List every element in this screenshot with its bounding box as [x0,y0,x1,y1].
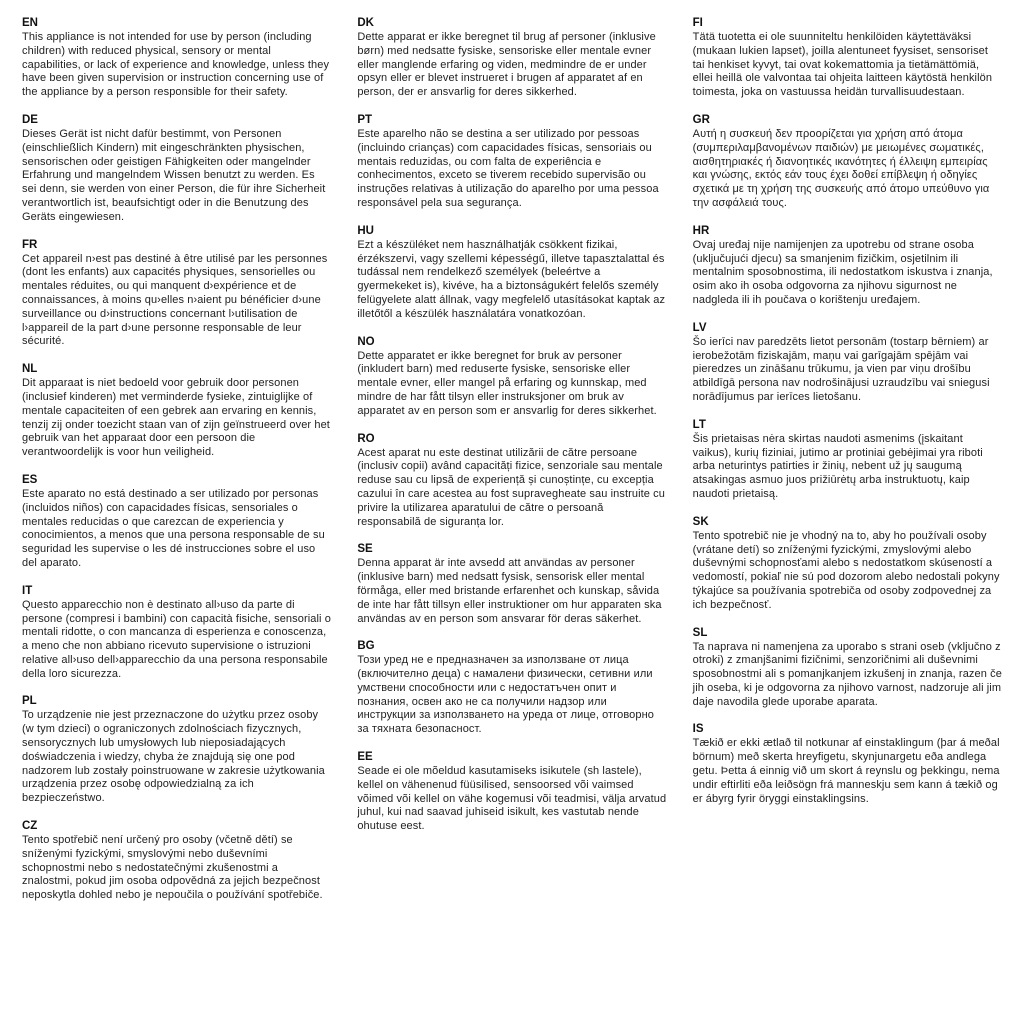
language-text: Seade ei ole mõeldud kasutamiseks isikutele (sh lastele), kellel on vähenenud füüsilised, sensoorsed või vaimsed võimed või kellel on vähe kogemusi või teadmisi, välja arvatud juhul, kui nad saavad juhiseid isikult, kes vastutab nende ohutuse eest. [357,765,667,833]
language-section-de [22,113,331,225]
language-text: Šo ierīci nav paredzēts lietot personām (tostarp bērniem) ar ierobežotām fiziskajām, maņu vai garīgajām spējām vai pieredzes un zināšanu trūkumu, ja vien par viņu drošību atbildīgā persona nav nodrošinājusi uzraudzību vai sniegusi norādījumus par ierīces lietošanu. [692,335,990,403]
language-section-es [22,473,331,571]
language-code: GR [692,113,710,126]
language-code: IT [22,584,33,597]
column-3 [693,16,1002,819]
language-section-en [22,16,331,100]
language-text: Tento spotrebič nie je vhodný na to, aby ho používali osoby (vrátane detí) so zníženými fyzickými, zmyslovými alebo duševnými schopnosťami alebo s nedostatkom skúseností a vedomostí, pokiaľ nie sú pod dozorom alebo nedostali pokyny týkajúce sa používania spotrebiča od osoby zodpovednej za ich bezpečnosť. [692,529,1000,611]
language-code: BG [357,640,375,653]
language-code: SL [692,626,708,639]
language-text: Este aparato no está destinado a ser utilizado por personas (incluidos niños) con capacidades físicas, sensoriales o mentales reducidas o que carezcan de experiencia y conocimientos, a menos que una persona responsable de su seguridad les supervise o les dé instrucciones sobre el uso del aparato. [22,487,325,569]
language-text: Cet appareil n›est pas destiné à être utilisé par les personnes (dont les enfants) aux capacités physiques, sensorielles ou mentales réduites, ou qui manquent d›expérience et de connaissances, à moins qu›elles n›aient pu bénéficier d›une surveillance ou d›instructions concernant l›utilisation de l›appareil de la part d›une personne responsable de leur sécurité. [22,252,328,348]
language-text: Tätä tuotetta ei ole suunniteltu henkilöiden käytettäväksi (mukaan lukien lapset), joilla alentuneet fyysiset, sensoriset tai henkiset kyvyt, tai ovat kokemattomia ja tietämättömiä, ellei heillä ole valvontaa tai ohjeita laitteen käytöstä henkilön toimesta, joka on vastuussa heidän turvallisuudestaan. [692,31,993,99]
language-section-it [22,584,331,682]
language-code: SK [692,515,709,528]
language-text: Dette apparatet er ikke beregnet for bruk av personer (inkludert barn) med reduserte fysiske, sensoriske eller mentale evner, eller mangel på erfaring og kunnskap, med mindre de har fått tilsyn eller instruksjoner om bruk av apparatet av en person som er ansvarlig for deres sikkerhet. [357,349,657,417]
language-section-ro [357,432,666,530]
language-code: IS [692,723,704,736]
language-text: Šis prietaisas nėra skirtas naudoti asmenims (įskaitant vaikus), kurių fiziniai, jutimo ar protiniai gebėjimai yra riboti arba neturintys patirties ir žinių, nebent už jų saugumą atsakingas asmuo juos prižiūrėtų arba instruktuotų, kaip naudoti prietaisą. [692,432,983,500]
language-section-hu [357,224,666,322]
language-section-no [357,335,666,419]
language-code: DK [357,17,374,29]
language-code: NO [357,335,375,348]
language-code: EE [357,751,373,764]
language-code: EN [22,17,38,29]
language-code: PT [357,113,373,126]
language-section-ee [357,750,666,834]
language-section-lv [693,321,1002,405]
language-text: Denna apparat är inte avsedd att användas av personer (inklusive barn) med nedsatt fysisk, sensorisk eller mental förmåga, eller med bristande erfarenhet och kunskap, såvida de inte har fått tillsyn eller instruktioner om hur apparaten ska användas av en person som ansvarar för deras säkerhet. [357,557,662,625]
language-code: PL [22,695,37,708]
language-code: ES [22,473,38,486]
language-text: Tækið er ekki ætlað til notkunar af einstaklingum (þar á meðal börnum) með skerta hreyfigetu, skynjunargetu eða andlega getu. Þetta á einnig við um skort á reynslu og þekkingu, nema undir eftirliti eða leiðsögn frá manneskju sem kann á tækið og er ábyrg fyrir öryggi einstaklingsins. [692,737,1000,805]
language-text: Acest aparat nu este destinat utilizării de către persoane (inclusiv copii) având capacități fizice, senzoriale sau mentale reduse sau cu lipsă de experiență și cunoștințe, cu excepția cazului în care acestea au fost supravegheate sau instruite cu privire la utilizarea aparatului de către o persoană responsabilă de siguranța lor. [357,446,665,528]
language-section-dk [357,16,666,100]
language-section-lt [693,418,1002,502]
language-text: Този уред не е предназначен за използване от лица (включително деца) с намалени физически, сетивни или умствени способности или с недостатъчен опит и познания, освен ако не са получили надзор или инструкции за използването на уреда от лице, отговорно за тяхната безопасност. [357,654,654,736]
language-text: To urządzenie nie jest przeznaczone do użytku przez osoby (w tym dzieci) o ograniczonych zdolnościach fizycznych, sensorycznych lub umysłowych lub nieposiadających doświadczenia i wiedzy, chyba że znajdują się one pod nadzorem lub zostały poinstruowane w zakresie użytkowania urządzenia przez osobę odpowiedzialną za ich bezpieczeństwo. [22,709,325,805]
language-code: NL [22,363,38,376]
language-text: Dette apparat er ikke beregnet til brug af personer (inklusive børn) med nedsatte fysiske, sensoriske eller mentale evner eller manglende erfaring og viden, medmindre de er under opsyn eller er blevet instrueret i brugen af apparatet af en person, der er ansvarlig for deres sikkerhed. [357,31,656,99]
language-text: Dieses Gerät ist nicht dafür bestimmt, von Personen (einschließlich Kindern) mit eingeschränkten physischen, sensorischen oder geistigen Fähigkeiten oder mangelnder Erfahrung und mangelndem Wissen benutzt zu werden. Es sei denn, sie werden von einer Person, die für ihre Sicherheit verantwortlich ist, beaufsichtigt oder in die Benutzung des Geräts eingewiesen. [22,127,326,223]
column-1 [22,16,331,916]
language-code: SE [357,543,373,556]
language-text: Ovaj uređaj nije namijenjen za upotrebu od strane osoba (uključujući djecu) sa smanjenim fizičkim, osjetilnim ili mentalnim sposobnostima, ili nedostatkom iskustva i znanja, osim ako ih osoba odgovorna za njihovu sigurnost ne nadgleda ili ih poučava o korištenju uređajem. [692,238,993,306]
language-text: Questo apparecchio non è destinato all›uso da parte di persone (compresi i bambini) con capacità fisiche, sensoriali o mentali ridotte, o con mancanza di esperienza e conoscenza, a meno che non abbiano ricevuto supervisione o istruzioni relative all›uso dell›apparecchio da una persona responsabile della loro sicurezza. [22,598,331,680]
language-section-hr [693,224,1002,308]
language-section-cz [22,819,331,903]
language-section-nl [22,362,331,460]
language-code: FR [22,238,38,251]
language-code: RO [357,432,375,445]
language-text: This appliance is not intended for use by person (including children) with reduced physical, sensory or mental capabilities, or lack of experience and knowledge, unless they have been given supervision or instruction concerning use of the appliance by a person responsible for their safety. [22,31,330,99]
language-text: Αυτή η συσκευή δεν προορίζεται για χρήση από άτομα (συμπεριλαμβανομένων παιδιών) με μειωμένες σωματικές, αισθητηριακές ή διανοητικές ικανότητες ή έλλειψη εμπειρίας και γνώσης, εκτός εάν τους έχει δοθεί επίβλεψη ή οδηγίες σχετικά με τη χρήση της συσκευής από άτομο υπεύθυνο για την ασφάλειά τους. [692,127,990,209]
language-code: FI [692,17,703,29]
language-section-pl [22,694,331,806]
language-code: LV [692,321,707,334]
language-text: Ta naprava ni namenjena za uporabo s strani oseb (vključno z otroki) z zmanjšanimi fizičnimi, senzoričnimi ali duševnimi sposobnostmi ali s pomanjkanjem izkušenj in znanja, razen če jih oseba, ki je odgovorna za njihovo varnost, nadzoruje ali jim daje navodila glede uporabe aparata. [692,640,1002,708]
language-section-fi [693,16,1002,100]
language-section-bg [357,639,666,737]
language-text: Ezt a készüléket nem használhatják csökkent fizikai, érzékszervi, vagy szellemi képességű, illetve tapasztalattal és tudással nem rendelkező személyek (beleértve a gyermekeket is), kivéve, ha a biztonságukért felelős személy felügyelete alatt állnak, vagy megfelelő utasításokat kaptak az illetőtől a készülék használatára vonatkozóan. [357,238,666,320]
column-2 [357,16,666,847]
language-code: CZ [22,820,38,833]
language-section-is [693,722,1002,806]
language-code: LT [692,418,706,431]
language-section-gr [693,113,1002,211]
language-section-fr [22,238,331,350]
language-text: Tento spotřebič není určený pro osoby (včetně dětí) se sníženými fyzickými, smyslovými nebo duševními schopnostmi nebo s nedostatečnými zkušenostmi a znalostmi, pokud jim osoba odpovědná za jejich bezpečnost neposkytla dohled nebo je nepoučila o používání spotřebiče. [22,834,323,902]
language-code: HR [692,224,710,237]
language-text: Dit apparaat is niet bedoeld voor gebruik door personen (inclusief kinderen) met verminderde fysieke, zintuiglijke of mentale capaciteiten of een gebrek aan ervaring en kennis, tenzij zij onder toezicht staan van of zijn geïnstrueerd over het gebruik van het apparaat door een persoon die verantwoordelijk is voor hun veiligheid. [22,377,330,459]
language-section-pt [357,113,666,211]
language-text: Este aparelho não se destina a ser utilizado por pessoas (incluindo crianças) com capacidades físicas, sensoriais ou mentais reduzidas, ou com falta de experiência e conhecimentos, exceto se tiverem recebido supervisão ou instruções relativas à utilização do aparelho por uma pessoa responsável pela sua segurança. [357,127,659,209]
language-section-se [357,542,666,626]
language-code: HU [357,224,374,237]
language-code: DE [22,113,38,126]
language-section-sl [693,626,1002,710]
language-section-sk [693,515,1002,613]
